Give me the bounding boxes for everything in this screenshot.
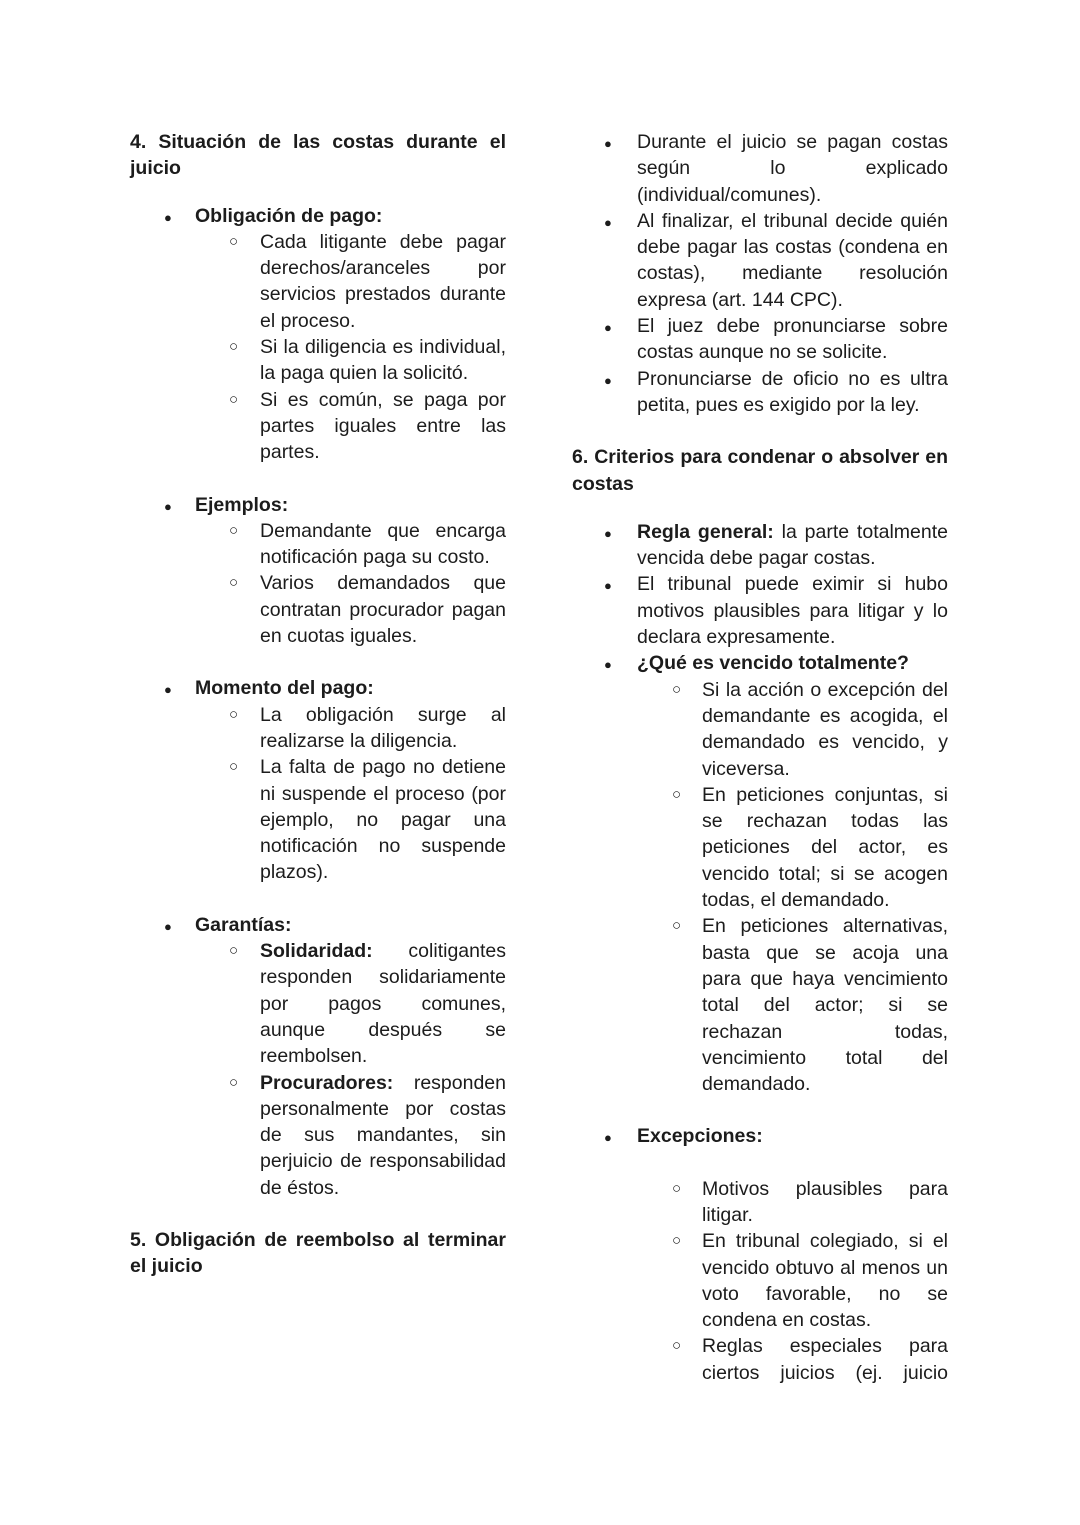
list-item — [130, 492, 506, 650]
circle-bullet-icon — [229, 334, 238, 360]
circle-bullet-icon — [229, 570, 238, 596]
group-label: ¿Qué es vencido totalmente? — [637, 652, 909, 675]
momento-pago-list — [130, 675, 506, 885]
bullet-icon — [604, 129, 612, 157]
item-text: Si es común, se paga por partes iguales entre las partes. — [260, 388, 506, 464]
list-item — [195, 387, 506, 466]
section-5-heading: 5. Obligación de reembolso al terminar el juicio — [130, 1228, 506, 1278]
item-text: El tribunal puede eximir si hubo motivos plausibles para litigar y lo declara expresamente. — [637, 573, 948, 649]
group-label: Obligación de pago: — [195, 204, 383, 227]
item-bold-label: Solidaridad: — [260, 940, 373, 963]
item-text: Durante el juicio se pagan costas según lo explicado (individual/comunes). — [637, 131, 948, 206]
list-item — [572, 129, 948, 208]
list-item — [572, 650, 948, 1097]
reembolso-list — [572, 129, 948, 418]
list-item — [130, 203, 506, 466]
list-item — [130, 912, 506, 1201]
ejemplos-list — [130, 492, 506, 650]
circle-bullet-icon — [672, 677, 681, 703]
list-item — [637, 1228, 948, 1333]
group-label: Momento del pago: — [195, 677, 374, 700]
bullet-icon — [604, 650, 612, 678]
item-text: La obligación surge al realizarse la diligencia. — [260, 703, 506, 752]
list-item — [572, 313, 948, 366]
list-item — [195, 334, 506, 387]
group-label: Ejemplos: — [195, 493, 289, 516]
bullet-icon — [604, 519, 612, 547]
right-column — [572, 129, 948, 1386]
item-text: Varios demandados que contratan procurador pagan en cuotas iguales. — [260, 572, 506, 648]
criterios-list — [572, 519, 948, 1098]
item-text: Si la diligencia es individual, la paga quien la solicitó. — [260, 336, 506, 385]
list-item — [572, 208, 948, 313]
bullet-icon — [604, 1123, 612, 1151]
item-text: El juez debe pronunciarse sobre costas aunque no se solicite. — [637, 315, 948, 364]
circle-bullet-icon — [672, 782, 681, 808]
garantias-list — [130, 912, 506, 1201]
group-label: Garantías: — [195, 913, 292, 936]
circle-bullet-icon — [672, 913, 681, 939]
circle-bullet-icon — [672, 1333, 681, 1359]
list-item — [195, 702, 506, 755]
list-item — [195, 229, 506, 334]
item-text: Pronunciarse de oficio no es ultra petita, pues es exigido por la ley. — [637, 367, 948, 416]
circle-bullet-icon — [672, 1176, 681, 1202]
bullet-icon — [604, 313, 612, 341]
circle-bullet-icon — [229, 754, 238, 780]
circle-bullet-icon — [229, 1070, 238, 1096]
circle-bullet-icon — [229, 387, 238, 413]
item-text: En peticiones alternativas, basta que se acoja una para que haya vencimiento total del actor; si se rechazan todas, vencimiento total del demandado. — [702, 915, 948, 1096]
list-item — [195, 754, 506, 885]
circle-bullet-icon — [229, 518, 238, 544]
group-label: Excepciones: — [637, 1125, 763, 1148]
list-item — [130, 675, 506, 885]
bullet-icon — [164, 203, 172, 231]
list-item — [637, 677, 948, 782]
item-bold-label: Procuradores: — [260, 1071, 394, 1094]
item-bold-label: Regla general: — [637, 520, 774, 543]
bullet-icon — [604, 366, 612, 394]
item-text: La falta de pago no detiene ni suspende el proceso (por ejemplo, no pagar una notificación no suspende plazos). — [260, 756, 506, 884]
excepciones-list — [572, 1123, 948, 1386]
list-item — [195, 938, 506, 1069]
item-text: Motivos plausibles para litigar. — [702, 1177, 948, 1226]
section-6-heading: 6. Criterios para condenar o absolver en costas — [572, 446, 948, 495]
list-item — [572, 519, 948, 572]
circle-bullet-icon — [672, 1228, 681, 1254]
section-4-heading: 4. Situación de las costas durante el juicio — [130, 131, 506, 180]
list-item — [195, 518, 506, 571]
item-text: Al finalizar, el tribunal decide quién debe pagar las costas (condena en costas), mediante resolución expresa (art. 144 CPC). — [637, 209, 948, 311]
item-text: Si la acción o excepción del demandante es acogida, el demandado es vencido, y viceversa. — [702, 678, 948, 780]
list-item — [637, 1176, 948, 1229]
item-text: colitigantes responden solidariamente por pagos comunes, aunque después se reembolsen. — [260, 940, 506, 1068]
item-text: Reglas especiales para ciertos juicios (ej. juicio — [702, 1335, 948, 1384]
bullet-icon — [604, 571, 612, 599]
bullet-icon — [164, 675, 172, 703]
item-text: En tribunal colegiado, si el vencido obtuvo al menos un voto favorable, no se condena en costas. — [702, 1230, 948, 1332]
item-text: responden personalmente por costas de sus mandantes, sin perjuicio de responsabilidad de éstos. — [260, 1071, 506, 1199]
bullet-icon — [604, 208, 612, 236]
list-item — [572, 366, 948, 419]
list-item — [637, 913, 948, 1097]
obligacion-pago-list — [130, 203, 506, 466]
circle-bullet-icon — [229, 702, 238, 728]
list-item — [572, 571, 948, 650]
item-text: Demandante que encarga notificación paga su costo. — [260, 519, 506, 569]
bullet-icon — [164, 912, 172, 940]
circle-bullet-icon — [229, 229, 238, 255]
circle-bullet-icon — [229, 938, 238, 964]
list-item — [195, 1070, 506, 1201]
left-column — [130, 129, 506, 1280]
item-text: En peticiones conjuntas, si se rechazan todas las peticiones del actor, es vencido total; si se acogen todas, el demandado. — [702, 783, 948, 912]
list-item — [637, 1333, 948, 1386]
list-item — [195, 570, 506, 649]
bullet-icon — [164, 492, 172, 520]
item-text: la parte totalmente vencida debe pagar costas. — [637, 520, 948, 570]
item-text: Cada litigante debe pagar derechos/aranceles por servicios prestados durante el proceso. — [260, 230, 506, 332]
list-item — [572, 1123, 948, 1386]
list-item — [637, 782, 948, 913]
